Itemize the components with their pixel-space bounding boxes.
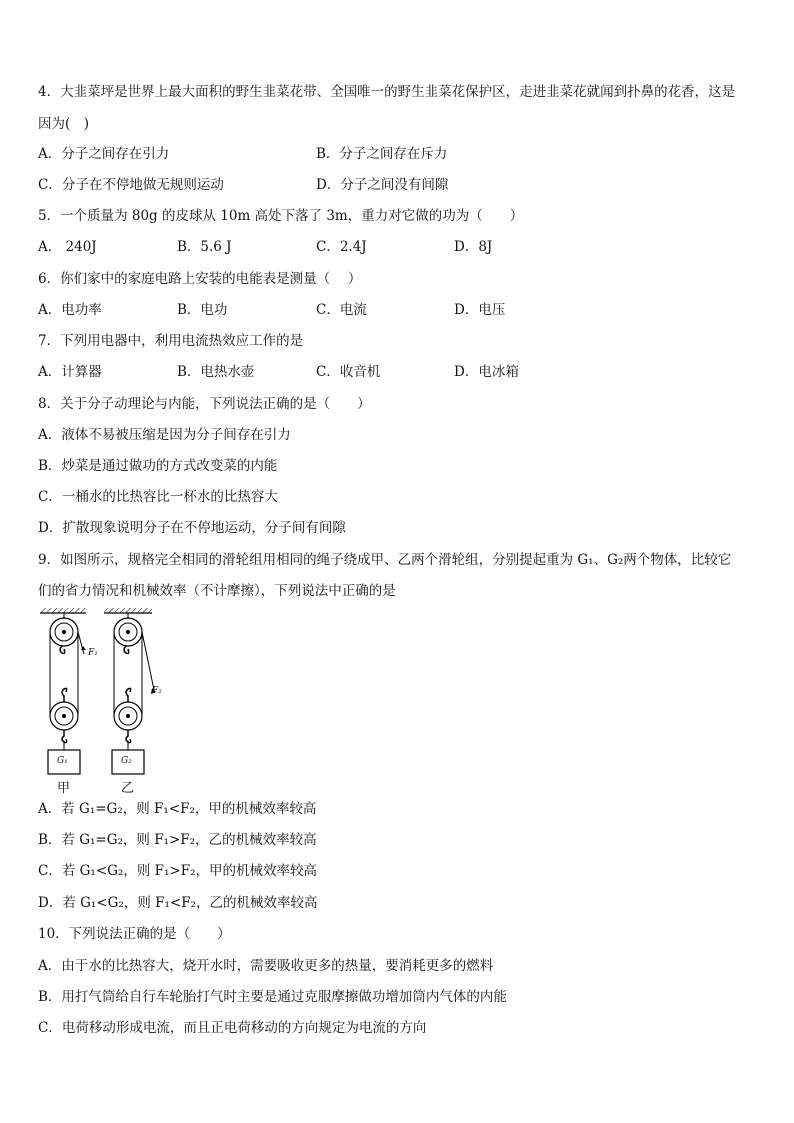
- q4-stem-line1: 4．大韭菜坪是世界上最大面积的野生韭菜花带、全国唯一的野生韭菜花保护区，走进韭菜花就闻到扑鼻的花香，这是: [38, 84, 736, 100]
- q8-option-c[interactable]: C．一桶水的比热容比一杯水的比热容大: [38, 489, 278, 505]
- pulley-figure: [36, 606, 166, 798]
- q10-option-a[interactable]: A．由于水的比热容大，烧开水时，需要吸收更多的热量，要消耗更多的燃料: [38, 958, 494, 974]
- q10-stem: 10．下列说法正确的是（ ）: [38, 926, 231, 942]
- q8-stem: 8．关于分子动理论与内能，下列说法正确的是（ ）: [38, 396, 371, 412]
- q10-option-b[interactable]: B．用打气筒给自行车轮胎打气时主要是通过克服摩擦做功增加筒内气体的内能: [38, 989, 507, 1005]
- q5-option-a[interactable]: A． 240J: [38, 239, 97, 255]
- q4-stem-line2: 因为( ): [38, 116, 90, 132]
- q5-option-c[interactable]: C．2.4J: [316, 239, 367, 255]
- q7-option-d[interactable]: D．电冰箱: [454, 364, 519, 380]
- q6-option-b[interactable]: B．电功: [177, 302, 228, 318]
- q5-stem: 5．一个质量为 80g 的皮球从 10m 高处下落了 3m，重力对它做的功为（ ）: [38, 208, 524, 224]
- q6-option-d[interactable]: D．电压: [454, 302, 506, 318]
- q4-option-d[interactable]: D．分子之间没有间隙: [316, 177, 449, 193]
- q6-stem: 6．你们家中的家庭电路上安装的电能表是测量（ ）: [38, 271, 362, 287]
- figure-label-jia: 甲: [57, 781, 71, 796]
- q7-option-a[interactable]: A．计算器: [38, 364, 102, 380]
- q8-option-b[interactable]: B．炒菜是通过做功的方式改变菜的内能: [38, 458, 278, 474]
- force-label-f1: F₁: [88, 648, 98, 658]
- q6-option-a[interactable]: A．电功率: [38, 302, 102, 318]
- q4-option-c[interactable]: C．分子在不停地做无规则运动: [38, 177, 224, 193]
- weight-label-g1: G₁: [57, 756, 68, 766]
- q9-option-c[interactable]: C．若 G₁<G₂，则 F₁>F₂，甲的机械效率较高: [38, 863, 317, 879]
- q7-option-b[interactable]: B．电热水壶: [177, 364, 255, 380]
- weight-label-g2: G₂: [121, 756, 132, 766]
- force-label-f2: F₂: [152, 686, 162, 696]
- q9-option-a[interactable]: A．若 G₁=G₂，则 F₁<F₂，甲的机械效率较高: [38, 801, 317, 817]
- q9-stem-line1: 9．如图所示，规格完全相同的滑轮组用相同的绳子绕成甲、乙两个滑轮组，分别提起重为 G₁、G₂两个物体，比较它: [38, 552, 732, 568]
- q8-option-d[interactable]: D．扩散现象说明分子在不停地运动，分子间有间隙: [38, 520, 346, 536]
- q10-option-c[interactable]: C．电荷移动形成电流，而且正电荷移动的方向规定为电流的方向: [38, 1020, 427, 1036]
- q7-option-c[interactable]: C．收音机: [316, 364, 381, 380]
- q5-option-b[interactable]: B．5.6 J: [177, 239, 232, 255]
- ceiling-right-hatch: [104, 608, 152, 613]
- q8-option-a[interactable]: A．液体不易被压缩是因为分子间存在引力: [38, 427, 291, 443]
- q4-option-b[interactable]: B．分子之间存在斥力: [316, 146, 448, 162]
- q6-option-c[interactable]: C．电流: [316, 302, 367, 318]
- figure-label-yi: 乙: [121, 781, 135, 796]
- pulley-diagram: [36, 606, 166, 798]
- ceiling-left-hatch: [40, 608, 86, 613]
- q9-stem-line2: 们的省力情况和机械效率（不计摩擦），下列说法中正确的是: [38, 583, 396, 599]
- q4-option-a[interactable]: A．分子之间存在引力: [38, 146, 170, 162]
- q7-stem: 7．下列用电器中，利用电流热效应工作的是: [38, 333, 304, 349]
- q5-option-d[interactable]: D．8J: [454, 239, 493, 255]
- q9-option-d[interactable]: D．若 G₁<G₂，则 F₁<F₂，乙的机械效率较高: [38, 895, 318, 911]
- q9-option-b[interactable]: B．若 G₁=G₂，则 F₁>F₂，乙的机械效率较高: [38, 832, 317, 848]
